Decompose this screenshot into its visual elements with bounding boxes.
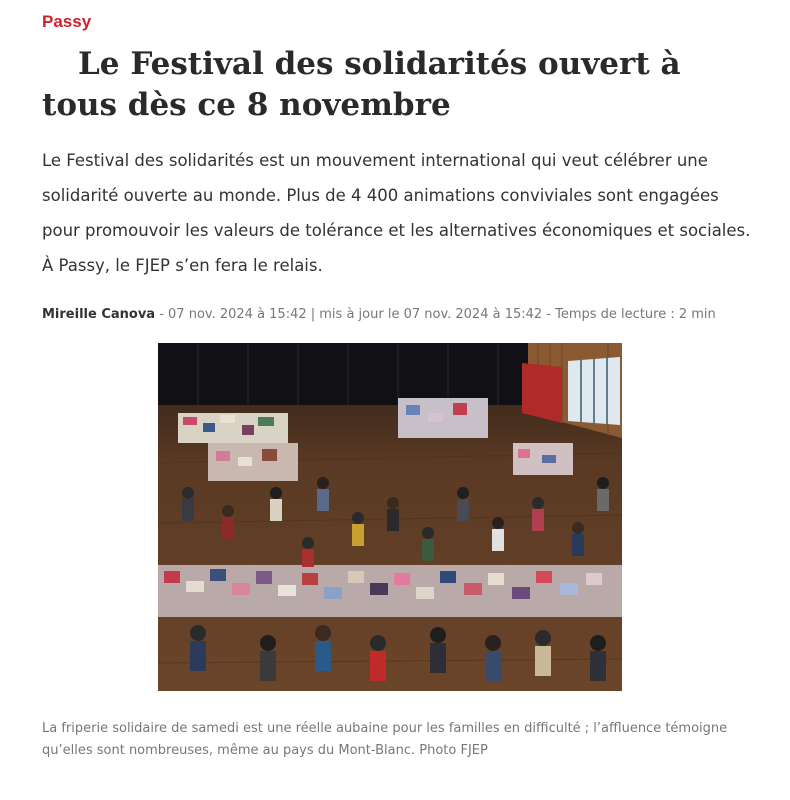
article-lead: Le Festival des solidarités est un mouvement international qui veut célébrer une solidarité ouverte au monde. Plus de 4 400 animations conviviales sont engagées pour promouvoir les valeurs de tolérance et les alternatives économiques et sociales. À Passy, le FJEP s’en fera le relais. — [42, 151, 751, 275]
byline — [42, 305, 762, 325]
author-link[interactable]: Mireille Canova — [42, 307, 156, 322]
photo-caption: La friperie solidaire de samedi est une réelle aubaine pour les familles en difficulté ; l’affluence témoigne qu’elles sont nombreuses, même au pays du Mont-Blanc. Photo FJEP — [42, 721, 728, 758]
article-headline: Le Festival des solidarités ouvert à tous dès ce 8 novembre — [42, 46, 681, 123]
article-photo — [158, 343, 622, 691]
crowd-hall-photo — [158, 343, 622, 691]
publication-meta: - 07 nov. 2024 à 15:42 | mis à jour le 07 nov. 2024 à 15:42 - Temps de lecture : 2 min — [155, 307, 716, 322]
category-link[interactable]: Passy — [42, 12, 92, 31]
